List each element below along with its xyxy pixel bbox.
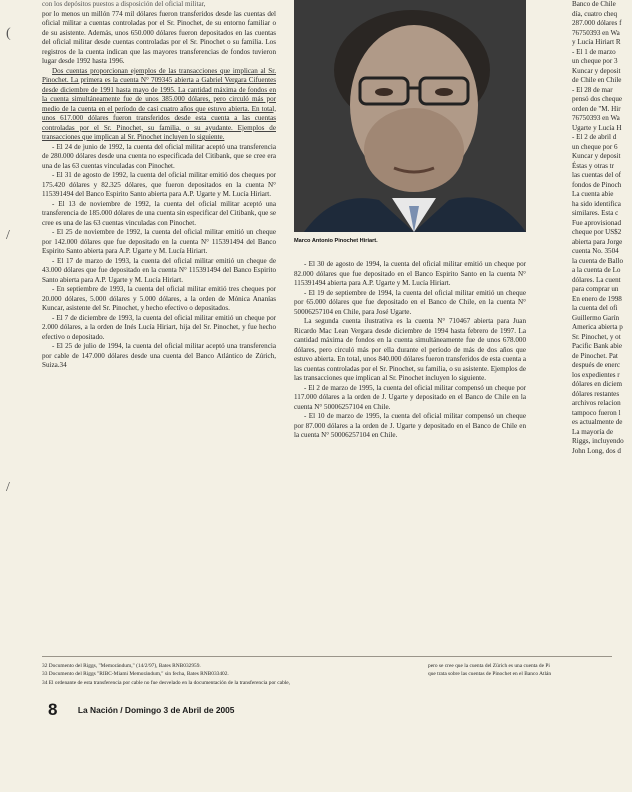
line: La mayoría de (572, 427, 613, 436)
footnotes (42, 662, 412, 687)
line: día, cuatro cheq (572, 9, 618, 18)
portrait-photo (294, 0, 526, 232)
paragraph: - El 13 de noviembre de 1992, la cuenta del oficial militar aceptó una transferencia de 185.000 dólares de una cuenta sin especificar del Citibank, que se cree es una de las 63 cuentas vinculadas con Pinochet. (42, 199, 276, 227)
line: 76750393 en Wa (572, 114, 620, 122)
line: Sr. Pinochet, y ot (572, 332, 621, 341)
line: de Pinochet. Pat (572, 351, 618, 360)
line: - El 28 de mar (572, 85, 613, 94)
paragraph: - El 24 de junio de 1992, la cuenta del oficial militar aceptó una transferencia de 280.000 dólares desde una cuenta no especificada del Citibank, que se cree era una de las 63 cuentas vinculadas con Pinochet. (42, 142, 276, 170)
line: un cheque por 6 (572, 142, 618, 151)
paragraph: - En septiembre de 1993, la cuenta del oficial militar emitió tres cheques por 20.000 dólares, 5.000 dólares y 5.000 dólares, a la orden de Mónica Ananías Kuncar, asistente del Sr. Pinochet, y hecho efectivo o depositados. (42, 285, 276, 312)
paragraph: - El 25 de julio de 1994, la cuenta del oficial militar aceptó una transferencia por cable de 147.000 dólares desde una cuenta del Banco Atlántico de Zúrich, Suiza.34 (42, 342, 276, 369)
paragraph: - El 25 de noviembre de 1992, la cuenta del oficial militar emitió un cheque por 142.000 dólares que fue depositado en la cuenta N° 115391494 del Banco Espirito Santo abierta para A.P. Ugarte y M. Lucía Hiriart. (42, 228, 276, 255)
paragraph: - El 30 de agosto de 1994, la cuenta del oficial militar emitió un cheque por 82.000 dólares que fue depositado en el Banco Espirito Santo en la cuenta N° 115391494 abierta para A.P. Ugarte y M. Lucía Hiriart. (294, 260, 526, 287)
line: 76750393 en Wa (572, 28, 620, 37)
paragraph: - El 2 de marzo de 1995, la cuenta del oficial militar compensó un cheque por 117.000 dólares a la orden de J. Ugarte y depositado en el Banco de Chile en la cuenta N° 50006257104 en Chile. (294, 383, 526, 411)
line: de Chile en Chile (572, 76, 622, 84)
line: ha sido identifica (572, 199, 621, 208)
paragraph: Dos cuentas proporcionan ejemplos de las transacciones que implican al Sr. Pinochet. La primera es la cuenta N° 709345 abierta a Gabriel Vergara Cifuentes desde diciembre de 1991 hasta mayo de 1995. La cantidad máxima de fondos en la cuenta simultáneamente fue de unos 385.000 dólares, pero circuló más por medio de la cuenta en el período de casi cuatro años que estuvo abierta. En total, unos 617.000 dólares fueron transferidos desde esta cuenta a las cuentas controladas por el Sr. Pinochet, su familia, o su ayudante. Ejemplos de transacciones que implican al Sr. Pinochet incluyen lo siguiente. (42, 66, 276, 141)
footnote-34: 34 El ordenante de esta transferencia por cable no fue desvelado en la documentación de la transferencia por cable, (42, 679, 291, 686)
line: archivos relacion (572, 399, 621, 407)
portrait-illustration (294, 0, 526, 232)
line: La cuenta abie (572, 190, 614, 198)
line: orden de "M. Hir (572, 104, 621, 113)
line: cuenta No. 3504 (572, 247, 619, 255)
line: - El 2 de abril d (572, 133, 617, 141)
line: Riggs, incluyendo (572, 437, 624, 445)
paragraph: - El 17 de marzo de 1993, la cuenta del oficial militar emitió un cheque de 43.000 dólares que fue depositado en la cuenta N° 115391494 del Banco Espirito Santo abierta para A.P. Ugarte y M. Lucía Hiriart. (42, 256, 276, 284)
line: las cuentas del of (572, 171, 622, 179)
line: similares. Esta c (572, 209, 619, 217)
publication-line: La Nación / Domingo 3 de Abril de 2005 (77, 705, 235, 715)
line: y Lucía Hiriart R (572, 38, 621, 46)
paragraph: con los depósitos puestos a disposición del oficial militar, (42, 0, 206, 8)
line: Pacific Bank abie (572, 342, 623, 350)
line: para comprar un (572, 285, 619, 293)
line: cheque por US$2 (572, 228, 622, 236)
paragraph: - El 31 de agosto de 1992, la cuenta del oficial militar emitió dos cheques por 175.420 dólares y 82.325 dólares, que fueron depositados en la cuenta N° 115391494 del Banco Espirito Santo abierta para A.P. Ugarte y M. Lucía Hiriart. (42, 171, 276, 198)
line: Éstas y otras tr (572, 161, 614, 170)
line: fondos de Pinoch (572, 180, 622, 189)
line: Fue aprovisionad (572, 218, 622, 227)
line: la cuenta del ofi (572, 304, 618, 312)
line: America abierta p (572, 323, 623, 331)
line: los expedientes r (572, 370, 620, 379)
line: John Long, dos d (572, 446, 621, 455)
line: un cheque por 3 (572, 57, 618, 65)
footnote-32: 32 Documento del Riggs, "Memorándum," (14/2/97), Bates RNB032959. (42, 663, 201, 669)
line: dólares. La cuent (572, 275, 621, 284)
margin-mark: / (6, 228, 10, 243)
footnotes-continued (428, 662, 618, 679)
line: pensó dos cheque (572, 95, 623, 103)
line: después de enerc (572, 361, 621, 369)
paragraph: - El 7 de diciembre de 1993, la cuenta del oficial militar emitió un cheque por 2.000 dólares, a la orden de Inés Lucía Hiriart, hija del Sr. Pinochet, y fue hecho efectivo o depositado. (42, 313, 276, 341)
article-column-1 (42, 0, 276, 371)
line: Kuncar y deposit (572, 152, 621, 160)
article-column-2 (294, 260, 526, 441)
line: En enero de 1998 (572, 294, 622, 303)
line: abierta para Jorge (572, 237, 623, 246)
footnote-33: 33 Documento del Riggs "RIBC-Miami Memorándum," sin fecha, Bates RNB033402. (42, 671, 229, 678)
line: Ugarte y Lucía H (572, 123, 622, 132)
footnote-divider (42, 656, 612, 657)
paragraph: - El 10 de marzo de 1995, la cuenta del oficial militar compensó un cheque por 87.000 dólares a la orden de J. Ugarte y depositado en el Banco de Chile en la cuenta N° 50006257104 en Chile. (294, 412, 526, 439)
page-number: 8 (48, 700, 58, 719)
line: dólares en diciem (572, 380, 623, 388)
line: Banco de Chile (572, 0, 616, 8)
paragraph: - El 19 de septiembre de 1994, la cuenta del oficial militar emitió un cheque por 65.000 dólares que fue depositado en el Banco de Chile, en la cuenta N° 50006257104 en Chile, para José Ugarte. (294, 288, 526, 316)
margin-mark: ( (6, 26, 11, 41)
line: es actualmente de (572, 418, 623, 426)
photo-caption: Marco Antonio Pinochet Hiriart. (294, 238, 378, 244)
line: - El 1 de marzo (572, 47, 616, 56)
page-footer (48, 700, 234, 720)
line: Guillermo Garín (572, 313, 620, 322)
paragraph: La segunda cuenta ilustrativa es la cuenta N° 710467 abierta para Juan Ricardo Mac Lean Vergara desde diciembre de 1994 hasta febrero de 1997. La cantidad máxima de fondos en la cuenta simultáneamente fue de unos 678.000 dólares, pero circuló más por ella durante el período de más de dos años que estuvo abierta. En total, unos 840.000 dólares fueron transferidos de esta cuenta a las cuentas controladas por el Sr. Pinochet, su familia, o su asistente. Ejemplos de las transacciones que implican al Sr. Pinochet incluyen lo siguiente. (294, 317, 526, 382)
footnote-continuation: pero se cree que la cuenta del Zürich es una cuenta de Pi (428, 663, 550, 669)
line: 287.000 dólares f (572, 19, 622, 27)
article-column-3-cropped (572, 0, 632, 456)
footnote-continuation: que trata sobre las cuentas de Pinochet en el Banco Atlán (428, 671, 552, 678)
margin-mark: / (6, 480, 10, 495)
line: dólares restantes (572, 389, 620, 398)
line: a la cuenta de Lo (572, 266, 621, 274)
line: Kuncar y deposit (572, 66, 621, 75)
line: la cuenta de Ballo (572, 256, 624, 265)
paragraph: por lo menos un millón 774 mil dólares fueron transferidos desde las cuentas del oficial militar a cuentas controladas por el Sr. Pinochet, de su entorno familiar o de su asistente. Además, unos 650.000 dólares fueron depositados en las cuentas del oficial militar desde cuentas controladas por el Sr. Pinochet o su familia. Los registros de la cuenta indican que las mayores transferencias de fondos tuvieron lugar desde 1992 hasta 1996. (42, 9, 276, 65)
line: tampoco fueron l (572, 408, 621, 417)
